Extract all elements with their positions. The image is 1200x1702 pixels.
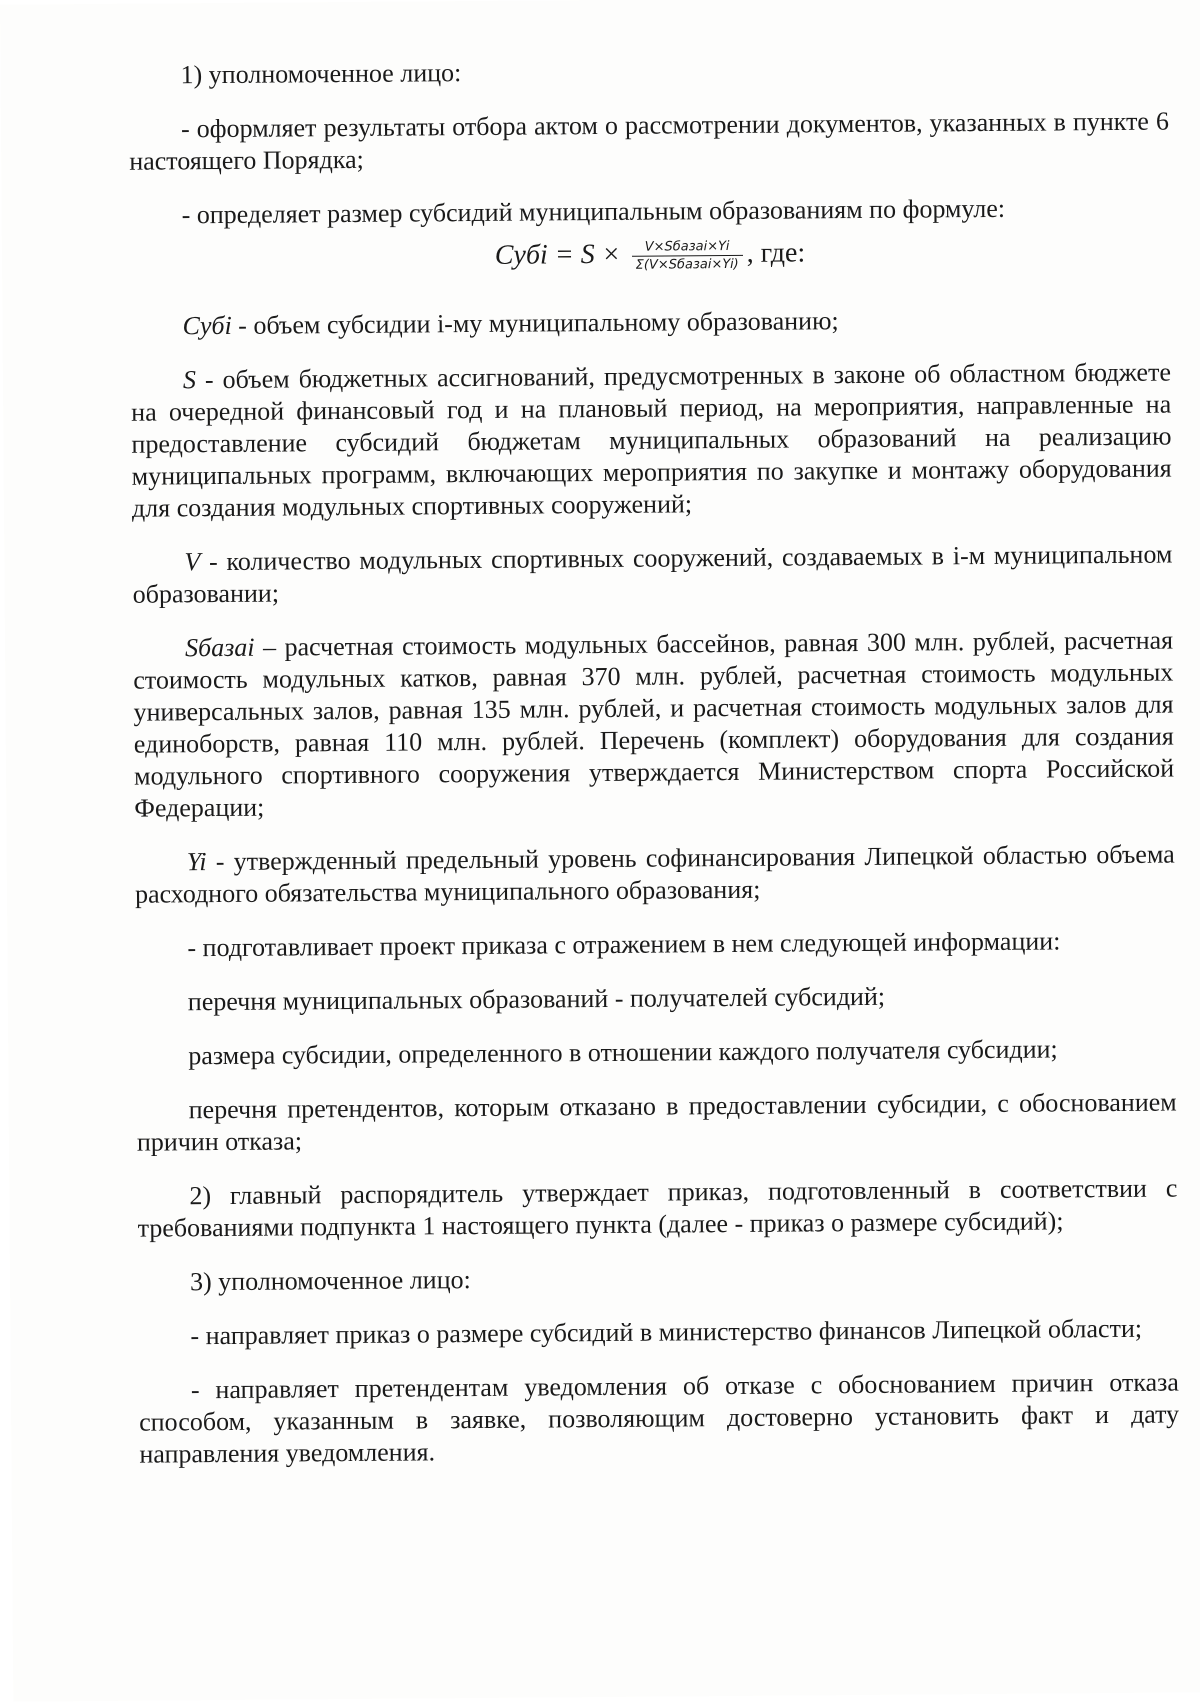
paragraph-send-order: - направляет приказ о размере субсидий в министерство финансов Липецкой области; bbox=[190, 1313, 1143, 1351]
definition-v-symbol: V bbox=[184, 547, 201, 577]
definition-sbaza-symbol: Sбазаi bbox=[184, 632, 255, 663]
subsidy-formula bbox=[130, 234, 1170, 277]
definition-subi-symbol: Субi bbox=[182, 310, 232, 341]
definition-s-symbol: S bbox=[182, 365, 197, 395]
paragraph-prepare-order: - подготавливает проект приказа с отражением в нем следующей информации: bbox=[187, 926, 1061, 963]
formula-suffix: , где: bbox=[746, 237, 806, 269]
definition-subi bbox=[130, 303, 1170, 343]
paragraph-list-municipalities: перечня муниципальных образований - получателей субсидий; bbox=[187, 981, 886, 1017]
definition-v-text: - количество модульных спортивных сооружений, создаваемых в i-м муниципальном образовании; bbox=[132, 539, 1173, 609]
paragraph-determine-subsidy: - определяет размер субсидий муниципальным образованиям по формуле: bbox=[181, 193, 1006, 230]
paragraph-send-notices: - направляет претендентам уведомления об отказе с обоснованием причин отказа способом, указанным в заявке, позволяющим достоверно установить факт и дату направления уведомления. bbox=[139, 1367, 1180, 1469]
paragraph-item-3: 3) уполномоченное лицо: bbox=[189, 1265, 471, 1297]
definition-s bbox=[131, 357, 1172, 525]
definition-s-text: - объем бюджетных ассигнований, предусмотренных в законе об областном бюджете на очередной финансовый год и на плановый период, на мероприятия, направленные на предоставление субсидий бюджетам муниципальных образований на реализацию муниципальных программ, включающих мероприятия по закупке и монтажу оборудования для создания модульных спортивных сооружений; bbox=[131, 357, 1172, 523]
paragraph-item-2: 2) главный распорядитель утверждает приказ, подготовленный в соответствии с требованиями подпункта 1 настоящего пункта (далее - приказ о размере субсидий); bbox=[137, 1173, 1178, 1243]
definition-subi-text: - объем субсидии i-му муниципальному образованию; bbox=[231, 306, 839, 340]
formula-fraction bbox=[631, 239, 742, 273]
definition-sbaza-text: – расчетная стоимость модульных бассейнов, равная 300 млн. рублей, расчетная стоимость модульных катков, равная 370 млн. рублей, расчетная стоимость модульных универсальных залов, равная 135 млн. рублей, и расчетная стоимость модульных залов для единоборств, равная 110 млн. рублей. Перечень (комплект) оборудования для создания модульного спортивного сооружения утверждается Министерством спорта Российской Федерации; bbox=[133, 625, 1175, 823]
formula-lhs: Субi bbox=[494, 239, 548, 271]
definition-sbaza bbox=[133, 625, 1174, 825]
definition-v bbox=[132, 539, 1172, 611]
definition-yi bbox=[135, 839, 1175, 911]
definition-yi-text: - утвержденный предельный уровень софинансирования Липецкой областью объема расходного обязательства муниципального образования; bbox=[134, 839, 1175, 909]
formula-numerator: V×Sбазаi×Yi bbox=[631, 239, 742, 257]
paragraph-list-rejected: перечня претендентов, которым отказано в предоставлении субсидии, с обоснованием причин отказа; bbox=[136, 1087, 1177, 1157]
document-body bbox=[128, 52, 1179, 1493]
paragraph-item-1: 1) уполномоченное лицо: bbox=[180, 58, 462, 90]
formula-denominator: Σ(V×Sбазаi×Yi) bbox=[635, 256, 739, 273]
definition-yi-symbol: Yi bbox=[186, 847, 207, 877]
formula-equals-s: = S × bbox=[547, 238, 621, 271]
paragraph-list-subsidy-size: размера субсидии, определенного в отношении каждого получателя субсидии; bbox=[188, 1034, 1058, 1071]
paragraph-formalize-results: - оформляет результаты отбора актом о рассмотрении документов, указанных в пункте 6 настоящего Порядка; bbox=[129, 106, 1170, 176]
